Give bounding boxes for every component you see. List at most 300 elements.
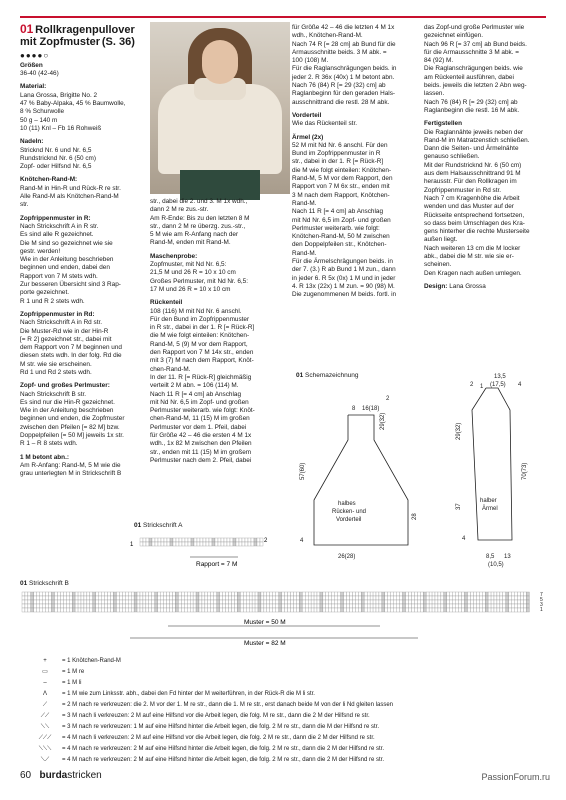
chart-cell <box>63 608 66 612</box>
chart-cell <box>223 604 226 608</box>
chart-cell <box>255 604 258 608</box>
chart-cell <box>261 592 264 596</box>
chart-cell <box>335 596 338 600</box>
chart-cell <box>397 604 400 608</box>
chart-cell <box>470 608 473 612</box>
chart-cell <box>494 600 497 604</box>
chart-cell <box>382 596 385 600</box>
chart-cell <box>96 600 99 604</box>
chart-cell <box>231 608 234 612</box>
chart-cell <box>382 600 385 604</box>
body-text-line: diesen stets wdh. In der folg. Rd die <box>20 352 122 360</box>
chart-cell <box>515 600 518 604</box>
chart-cell <box>167 596 170 600</box>
chart-cell <box>358 596 361 600</box>
chart-cell <box>521 600 524 604</box>
chart-cell <box>113 604 116 608</box>
legend-symbol-icon: + <box>43 658 47 664</box>
chart-cell <box>491 608 494 612</box>
legend-symbol-icon: ⟍⟋ <box>40 757 50 763</box>
body-text-line: die M wie folgt einteilen: Knötchen- <box>150 332 250 340</box>
chart-cell <box>170 604 173 608</box>
chart-cell <box>243 592 246 596</box>
chart-cell <box>193 596 196 600</box>
chart-cell <box>376 592 379 596</box>
chart-cell <box>406 596 409 600</box>
chart-cell <box>305 608 308 612</box>
chart-cell <box>140 604 143 608</box>
chart-cell <box>193 604 196 608</box>
chart-cell <box>326 592 329 596</box>
chart-cell <box>473 596 476 600</box>
chart-cell <box>459 608 462 612</box>
chart-cell <box>185 538 188 542</box>
chart-cell <box>482 592 485 596</box>
chart-cell <box>476 600 479 604</box>
chart-cell <box>391 608 394 612</box>
chart-cell <box>40 600 43 604</box>
legend-symbol-icon: ⟋ <box>42 702 48 708</box>
chart-cell <box>105 596 108 600</box>
chart-cell <box>273 596 276 600</box>
chart-cell <box>243 604 246 608</box>
chart-b <box>18 588 548 648</box>
chart-cell <box>224 538 227 542</box>
chart-cell <box>181 596 184 600</box>
chart-cell <box>161 604 164 608</box>
body-text-line: Es sind nur die Hin-R gezeichnet. <box>20 398 115 406</box>
chart-cell <box>288 600 291 604</box>
chart-cell <box>69 608 72 612</box>
chart-cell <box>441 608 444 612</box>
chart-cell <box>305 596 308 600</box>
chart-cell <box>102 600 105 604</box>
chart-cell <box>320 592 323 596</box>
legend-symbol-icon: ⟍⟍⟍ <box>38 746 52 752</box>
chart-cell <box>199 600 202 604</box>
chart-cell <box>31 608 34 612</box>
chart-cell <box>214 608 217 612</box>
chart-cell <box>258 600 261 604</box>
chart-cell <box>329 592 332 596</box>
legend-row <box>28 755 393 766</box>
chart-cell <box>211 600 214 604</box>
chart-cell <box>349 604 352 608</box>
chart-cell <box>206 538 209 542</box>
chart-cell <box>411 604 414 608</box>
chart-cell <box>450 596 453 600</box>
chart-cell <box>370 604 373 608</box>
chart-cell <box>105 608 108 612</box>
dim-16-18: 16(18) <box>362 406 380 412</box>
chart-cell <box>305 604 308 608</box>
chart-cell <box>140 600 143 604</box>
body-text-line: [= R 2] gezeichnet str., dabei mit <box>20 335 112 343</box>
chart-cell <box>217 592 220 596</box>
chart-cell <box>450 604 453 608</box>
chart-cell <box>403 608 406 612</box>
chart-cell <box>503 596 506 600</box>
chart-cell <box>400 596 403 600</box>
chart-cell <box>231 596 234 600</box>
chart-cell <box>161 592 164 596</box>
chart-cell <box>512 600 515 604</box>
body-text-line: Knötchen-Rand-M, 50 M zwischen <box>292 233 390 241</box>
chart-cell <box>146 538 149 542</box>
chart-cell <box>408 596 411 600</box>
chart-cell <box>352 608 355 612</box>
body-text-line: Doppelpfeilen [= 50 M] jeweils 1x str. <box>20 432 124 440</box>
chart-cell <box>444 596 447 600</box>
chart-cell <box>223 592 226 596</box>
chart-cell <box>497 604 500 608</box>
chart-cell <box>175 604 178 608</box>
body-text-line: ausschnittrand die restl. 28 M abk. <box>292 98 390 106</box>
chart-cell <box>524 600 527 604</box>
chart-cell <box>96 608 99 612</box>
chart-cell <box>332 600 335 604</box>
chart-cell <box>349 608 352 612</box>
chart-cell <box>255 592 258 596</box>
chart-cell <box>311 596 314 600</box>
chart-cell <box>31 592 34 596</box>
chart-cell <box>208 600 211 604</box>
legend-row <box>28 711 393 722</box>
chart-cell <box>332 608 335 612</box>
chart-cell <box>196 604 199 608</box>
chart-cell <box>441 600 444 604</box>
chart-cell <box>93 596 96 600</box>
chart-cell <box>230 542 233 546</box>
chart-cell <box>512 596 515 600</box>
chart-cell <box>257 538 260 542</box>
chart-cell <box>293 600 296 604</box>
dim-2: 2 <box>386 396 390 402</box>
chart-cell <box>370 608 373 612</box>
chart-cell <box>347 596 350 600</box>
chart-cell <box>352 604 355 608</box>
chart-cell <box>417 600 420 604</box>
dim-width: 26(28) <box>338 554 356 560</box>
chart-cell <box>237 608 240 612</box>
chart-cell <box>90 600 93 604</box>
chart-cell <box>488 600 491 604</box>
chart-cell <box>158 596 161 600</box>
chart-cell <box>52 596 55 600</box>
chart-cell <box>349 592 352 596</box>
chart-cell <box>497 608 500 612</box>
chart-cell <box>317 596 320 600</box>
chart-cell <box>456 604 459 608</box>
chart-cell <box>515 604 518 608</box>
chart-cell <box>388 592 391 596</box>
chart-cell <box>459 596 462 600</box>
body-text-line: Wie in der Anleitung beschrieben <box>20 407 114 415</box>
chart-cell <box>111 604 114 608</box>
chart-cell <box>218 542 221 546</box>
chart-cell <box>423 608 426 612</box>
chart-cell <box>200 542 203 546</box>
chart-cell <box>355 596 358 600</box>
chart-cell <box>299 596 302 600</box>
chart-cell <box>506 592 509 596</box>
body-text-line: Den Kragen nach außen umlegen. <box>424 269 522 277</box>
chart-cell <box>352 600 355 604</box>
chart-cell <box>176 538 179 542</box>
chart-cell <box>435 596 438 600</box>
body-text-line: str., dabei in der 1. R [= Rück-R] <box>292 158 384 166</box>
chart-cell <box>49 600 52 604</box>
chart-cell <box>420 600 423 604</box>
chart-cell <box>149 608 152 612</box>
chart-cell <box>438 592 441 596</box>
chart-cell <box>105 592 108 596</box>
chart-cell <box>482 604 485 608</box>
body-text-line: beginnen und enden, dabei den <box>20 264 110 272</box>
chart-cell <box>367 592 370 596</box>
chart-cell <box>221 538 224 542</box>
chart-cell <box>116 608 119 612</box>
chart-cell <box>46 596 49 600</box>
chart-cell <box>323 596 326 600</box>
chart-cell <box>367 608 370 612</box>
chart-cell <box>285 600 288 604</box>
chart-cell <box>260 542 263 546</box>
chart-cell <box>276 596 279 600</box>
section-heading: Design: Lana Grossa <box>424 282 486 290</box>
chart-cell <box>326 604 329 608</box>
chart-cell <box>209 542 212 546</box>
chart-cell <box>258 596 261 600</box>
chart-cell <box>93 600 96 604</box>
chart-cell <box>509 592 512 596</box>
chart-cell <box>220 600 223 604</box>
chart-cell <box>305 600 308 604</box>
chart-cell <box>524 608 527 612</box>
chart-cell <box>317 604 320 608</box>
chart-cell <box>184 608 187 612</box>
dim-side: 28 <box>412 513 418 520</box>
chart-cell <box>96 596 99 600</box>
chart-cell <box>391 592 394 596</box>
chart-cell <box>270 592 273 596</box>
body-text-line: Zopf- oder Hilfsnd Nr. 6,5 <box>20 163 92 171</box>
body-text-line: 50 g – 140 m <box>20 116 58 124</box>
chart-cell <box>116 596 119 600</box>
chart-cell <box>134 596 137 600</box>
chart-cell <box>408 600 411 604</box>
chart-cell <box>397 596 400 600</box>
chart-a <box>130 530 280 570</box>
chart-cell <box>476 608 479 612</box>
chart-cell <box>242 542 245 546</box>
chart-cell <box>264 608 267 612</box>
chart-cell <box>209 538 212 542</box>
chart-cell <box>226 596 229 600</box>
chart-cell <box>417 592 420 596</box>
chart-cell <box>122 592 125 596</box>
chart-cell <box>323 608 326 612</box>
chart-cell <box>155 596 158 600</box>
chart-cell <box>218 538 221 542</box>
chart-cell <box>137 596 140 600</box>
chart-cell <box>290 608 293 612</box>
brand-name-2: stricken <box>67 770 102 781</box>
chart-cell <box>111 600 114 604</box>
body-label-3: Vorderteil <box>336 517 362 523</box>
body-text-line: 21,5 M und 26 R = 10 x 10 cm <box>150 269 236 277</box>
chart-cell <box>152 542 155 546</box>
chart-cell <box>444 604 447 608</box>
chart-cell <box>172 596 175 600</box>
chart-cell <box>467 596 470 600</box>
chart-cell <box>152 538 155 542</box>
chart-cell <box>69 600 72 604</box>
chart-cell <box>462 608 465 612</box>
chart-cell <box>196 600 199 604</box>
chart-cell <box>379 596 382 600</box>
chart-cell <box>373 604 376 608</box>
body-text-line: die M wie folgt einteilen: Knötchen- <box>292 166 392 174</box>
chart-cell <box>203 538 206 542</box>
chart-cell <box>84 596 87 600</box>
chart-cell <box>178 600 181 604</box>
chart-cell <box>78 596 81 600</box>
chart-cell <box>506 596 509 600</box>
dim-8: 8 <box>352 406 356 412</box>
chart-cell <box>176 542 179 546</box>
chart-cell <box>465 592 468 596</box>
section-heading: Maschenprobe: <box>150 252 198 260</box>
chart-cell <box>60 596 63 600</box>
chart-cell <box>344 592 347 596</box>
chart-cell <box>296 608 299 612</box>
chart-cell <box>459 604 462 608</box>
chart-cell <box>49 608 52 612</box>
chart-cell <box>40 608 43 612</box>
chart-cell <box>57 608 60 612</box>
chart-cell <box>234 608 237 612</box>
chart-cell <box>164 538 167 542</box>
chart-cell <box>465 608 468 612</box>
chart-cell <box>158 604 161 608</box>
chart-cell <box>46 604 49 608</box>
chart-cell <box>131 604 134 608</box>
body-text-line: 108 (116) M mit Nd Nr. 6 anschl. <box>150 307 242 315</box>
chart-cell <box>158 542 161 546</box>
body-text-line: Zopfmuster, mit Nd Nr. 6,5: <box>150 261 227 269</box>
pattern-number: 01 <box>20 22 34 36</box>
chart-cell <box>290 604 293 608</box>
chart-cell <box>191 538 194 542</box>
chart-cell <box>239 538 242 542</box>
chart-cell <box>143 600 146 604</box>
chart-cell <box>155 542 158 546</box>
chart-cell <box>261 596 264 600</box>
chart-cell <box>311 600 314 604</box>
chart-cell <box>432 592 435 596</box>
chart-cell <box>40 604 43 608</box>
chart-cell <box>485 596 488 600</box>
body-text-line: gestr. werden! <box>20 247 61 255</box>
chart-cell <box>456 592 459 596</box>
chart-cell <box>167 542 170 546</box>
chart-cell <box>149 600 152 604</box>
chart-cell <box>521 596 524 600</box>
body-text-line: für die Armausschnitte 3 M abk. = <box>424 48 520 56</box>
chart-cell <box>394 592 397 596</box>
body-text-line: 5 M wie am R-Anfang nach der <box>150 231 239 239</box>
chart-cell <box>302 596 305 600</box>
chart-cell <box>435 592 438 596</box>
chart-cell <box>394 600 397 604</box>
chart-cell <box>414 600 417 604</box>
chart-cell <box>175 608 178 612</box>
chart-cell <box>373 592 376 596</box>
chart-cell <box>49 592 52 596</box>
chart-cell <box>161 596 164 600</box>
chart-cell <box>246 604 249 608</box>
body-text-line: Nach 96 R [= 37 cm] ab Bund beids. <box>424 40 527 48</box>
chart-cell <box>152 608 155 612</box>
chart-cell <box>237 596 240 600</box>
body-text-line: mit 3 (7) M nach dem Rapport, Knöt- <box>150 357 254 365</box>
chart-cell <box>453 604 456 608</box>
chart-cell <box>465 604 468 608</box>
chart-cell <box>90 596 93 600</box>
chart-cell <box>406 592 409 596</box>
body-text-line: Nach 7 cm Kragenhöhe die Arbeit <box>424 194 520 202</box>
body-text-line: für Größe 42 – 46 die ersten 4 M 1x <box>150 432 252 440</box>
chart-cell <box>87 608 90 612</box>
chart-cell <box>116 592 119 596</box>
legend-text: = 1 M li <box>62 680 82 686</box>
body-text-line: Wie das Rückenteil str. <box>292 120 357 128</box>
chart-cell <box>214 604 217 608</box>
chart-cell <box>43 600 46 604</box>
body-text-line: Für den Bund im Zopfrippenmuster <box>150 315 250 323</box>
body-text-line: 17 M und 26 R = 10 x 10 cm <box>150 285 231 293</box>
chart-cell <box>175 600 178 604</box>
chart-cell <box>60 600 63 604</box>
chart-cell <box>503 608 506 612</box>
chart-cell <box>84 600 87 604</box>
chart-cell <box>385 600 388 604</box>
chart-cell <box>96 592 99 596</box>
body-text-line: herausstr. Für den Rollkragen im <box>424 178 517 186</box>
chart-cell <box>187 608 190 612</box>
chart-cell <box>134 608 137 612</box>
chart-cell <box>31 596 34 600</box>
chart-cell <box>302 604 305 608</box>
chart-cell <box>223 608 226 612</box>
chart-cell <box>459 600 462 604</box>
chart-cell <box>22 592 25 596</box>
body-text-line: 4. R 13x (22x) 1 M zun. = 90 (98) M. <box>292 282 395 290</box>
chart-cell <box>72 604 75 608</box>
legend-text: = 3 M nach li verkreuzen: 2 M auf eine Hilfsnd vor die Arbeit legen, die folg. M re str., dann die 2 M der Hilfsnd re str. <box>62 713 370 719</box>
chart-cell <box>252 600 255 604</box>
chart-cell <box>465 596 468 600</box>
chart-cell <box>181 604 184 608</box>
chart-cell <box>347 592 350 596</box>
chart-cell <box>43 592 46 596</box>
chart-cell <box>282 608 285 612</box>
chart-cell <box>435 600 438 604</box>
body-text-line: Großes Perlmuster, mit Nd Nr. 6,5: <box>150 277 249 285</box>
chart-cell <box>229 600 232 604</box>
chart-cell <box>364 608 367 612</box>
